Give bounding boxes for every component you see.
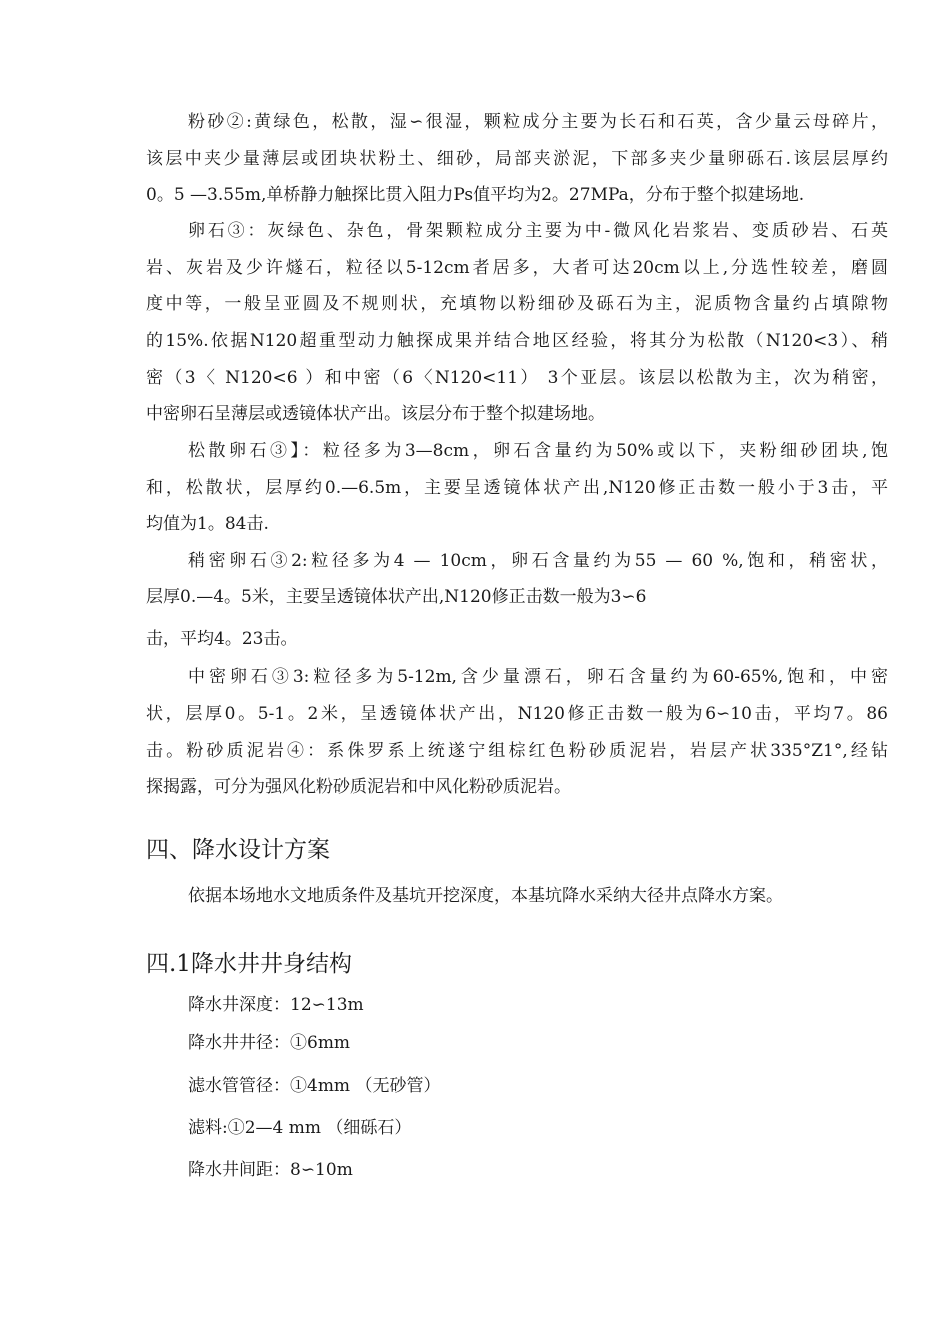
section-intro: 依据本场地水文地质条件及基坑开挖深度，本基坑降水采纳大径井点降水方案。 bbox=[188, 886, 783, 906]
paragraph-luanshi-line-5: 密（3〈 N120<6 ）和中密（6〈N120<11） 3个亚层。该层以松散为主，次为稍密， bbox=[146, 368, 888, 388]
paragraph-shaomi-line-2: 层厚0.—4。5米，主要呈透镜体状产出,N120修正击数一般为3∽6 bbox=[146, 587, 647, 607]
spec-item-filter-pipe: 滤水管管径：①4mm （无砂管） bbox=[188, 1076, 441, 1096]
paragraph-luanshi-line-4: 的15%.依据N120超重型动力触探成果并结合地区经验，将其分为松散（N120<3）、稍 bbox=[146, 331, 888, 351]
paragraph-songsan-line-3: 均值为1。84击. bbox=[146, 514, 269, 534]
paragraph-fensha-line-3: 0。5 —3.55m,单桥静力触探比贯入阻力Ps值平均为2。27MPa，分布于整个拟建场地. bbox=[146, 185, 805, 205]
paragraph-luanshi-line-1: 卵石③：灰绿色、杂色，骨架颗粒成分主要为中-微风化岩浆岩、变质砂岩、石英 bbox=[188, 221, 888, 241]
paragraph-shaomi-line-3: 击，平均4。23击。 bbox=[146, 629, 298, 649]
spec-item-well-diameter: 降水井井径：①6mm bbox=[188, 1033, 351, 1053]
spec-item-filter-material: 滤料:①2—4 mm （细砾石） bbox=[188, 1118, 412, 1138]
paragraph-fensha-line-2: 该层中夹少量薄层或团块状粉土、细砂，局部夹淤泥，下部多夹少量卵砾石.该层层厚约 bbox=[146, 149, 888, 169]
spec-item-well-depth: 降水井深度：12∽13m bbox=[188, 995, 364, 1015]
paragraph-zhongmi-line-4: 探揭露，可分为强风化粉砂质泥岩和中风化粉砂质泥岩。 bbox=[146, 777, 571, 797]
paragraph-zhongmi-line-2: 状，层厚0。5-1。2米，呈透镜体状产出，N120修正击数一般为6∽10击，平均7。86 bbox=[146, 704, 888, 724]
paragraph-luanshi-line-3: 度中等，一般呈亚圆及不规则状，充填物以粉细砂及砾石为主，泥质物含量约占填隙物 bbox=[146, 294, 888, 314]
section-heading: 四、降水设计方案 bbox=[146, 837, 330, 863]
paragraph-songsan-line-1: 松散卵石③】：粒径多为3—8cm，卵石含量约为50%或以下，夹粉细砂团块,饱 bbox=[188, 441, 888, 461]
spec-item-well-spacing: 降水井间距：8∽10m bbox=[188, 1160, 353, 1180]
paragraph-luanshi-line-2: 岩、灰岩及少许燧石，粒径以5-12cm者居多，大者可达20cm以上,分选性较差，磨圆 bbox=[146, 258, 888, 278]
paragraph-shaomi-line-1: 稍密卵石③2:粒径多为4 — 10cm，卵石含量约为55 — 60 %,饱和，稍密状， bbox=[188, 551, 888, 571]
paragraph-zhongmi-line-1: 中密卵石③3:粒径多为5-12m,含少量漂石，卵石含量约为60-65%,饱和，中密 bbox=[188, 667, 888, 687]
paragraph-luanshi-line-6: 中密卵石呈薄层或透镜体状产出。该层分布于整个拟建场地。 bbox=[146, 404, 605, 424]
subsection-heading: 四.1降水井井身结构 bbox=[146, 951, 352, 977]
paragraph-zhongmi-line-3: 击。粉砂质泥岩④：系侏罗系上统遂宁组棕红色粉砂质泥岩，岩层产状335°Z1°,经钻 bbox=[146, 741, 888, 761]
paragraph-fensha-line-1: 粉砂②:黄绿色，松散，湿∽很湿，颗粒成分主要为长石和石英，含少量云母碎片， bbox=[188, 112, 888, 132]
paragraph-songsan-line-2: 和，松散状，层厚约0.—6.5m，主要呈透镜体状产出,N120修正击数一般小于3击，平 bbox=[146, 478, 888, 498]
